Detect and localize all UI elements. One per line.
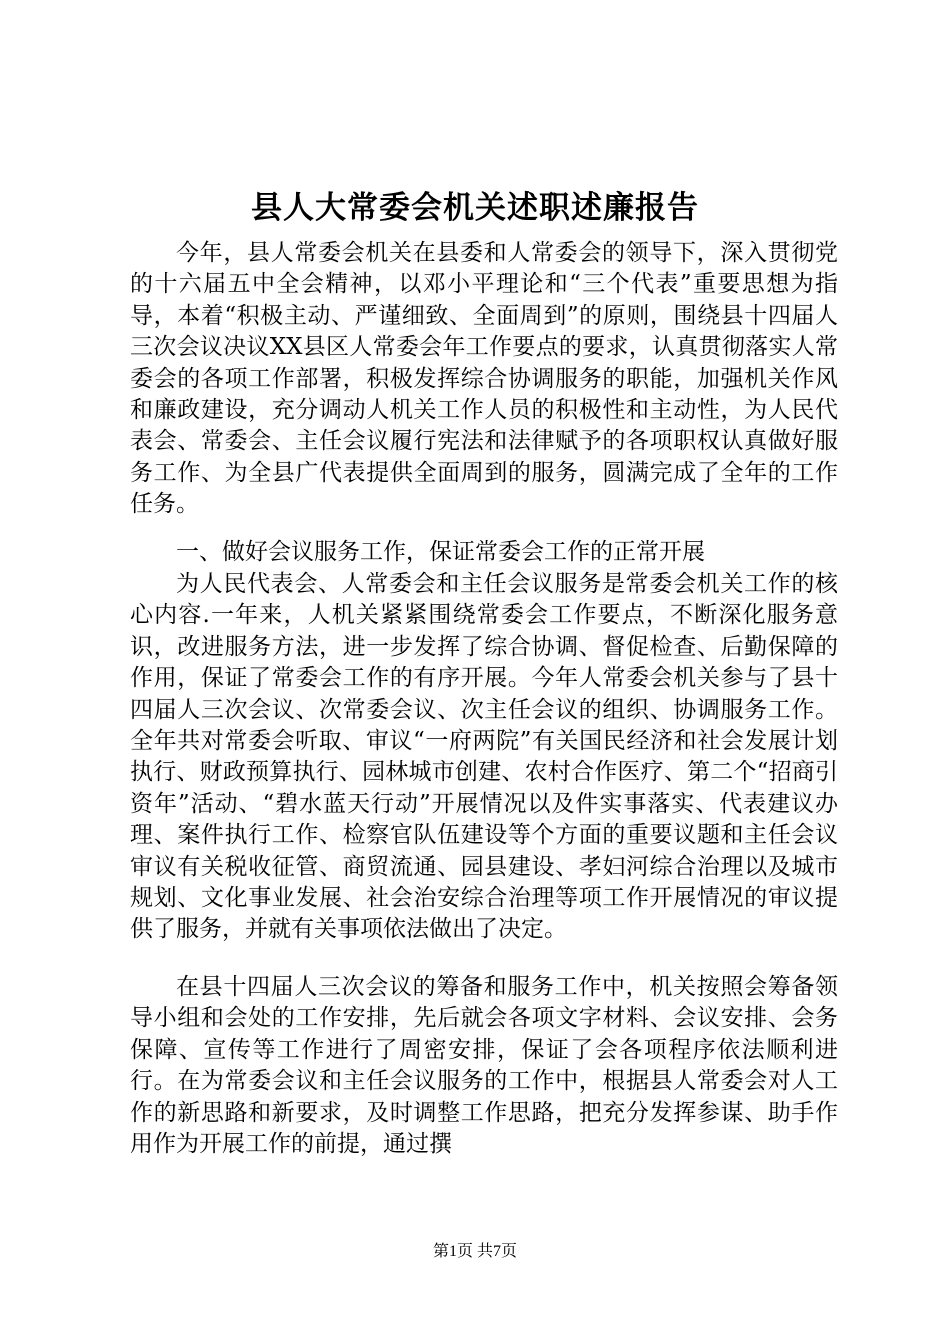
paragraph-meeting-service: 为人民代表会、人常委会和主任会议服务是常委会机关工作的核心内容.一年来，人机关紧紧围绕常委会工作要点，不断深化服务意识，改进服务方法，进一步发挥了综合协调、督促检查、后勤保障的作用，保证了常委会工作的有序开展。今年人常委会机关参与了县十四届人三次会议、次常委会议、次主任会议的组织、协调服务工作。全年共对常委会听取、审议“一府两院”有关国民经济和社会发展计划执行、财政预算执行、园林城市创建、农村合作医疗、第二个“招商引资年”活动、“碧水蓝天行动”开展情况以及件实事落实、代表建议办理、案件执行工作、检察官队伍建设等个方面的重要议题和主任会议审议有关税收征管、商贸流通、园县建设、孝妇河综合治理以及城市规划、文化事业发展、社会治安综合治理等项工作开展情况的审议提供了服务，并就有关事项依法做出了决定。 [130,571,838,943]
paragraph-preparation: 在县十四届人三次会议的筹备和服务工作中，机关按照会筹备领导小组和会处的工作安排，先后就会各项文字材料、会议安排、会务保障、宣传等工作进行了周密安排，保证了会各项程序依法顺利进行。在为常委会议和主任会议服务的工作中，根据县人常委会对人工作的新思路和新要求，及时调整工作思路，把充分发挥参谋、助手作用作为开展工作的前提，通过撰 [130,974,838,1158]
document-title: 县人大常委会机关述职述廉报告 [251,190,699,226]
section-heading-1: 一、做好会议服务工作，保证常委会工作的正常开展 [176,539,705,565]
paragraph-intro: 今年，县人常委会机关在县委和人常委会的领导下，深入贯彻党的十六届五中全会精神，以邓小平理论和“三个代表”重要思想为指导，本着“积极主动、严谨细致、全面周到”的原则，围绕县十四届人三次会议决议XX县区人常委会年工作要点的要求，认真贯彻落实人常委会的各项工作部署，积极发挥综合协调服务的职能，加强机关作风和廉政建设，充分调动人机关工作人员的积极性和主动性，为人民代表会、常委会、主任会议履行宪法和法律赋予的各项职权认真做好服务工作、为全县广代表提供全面周到的服务，圆满完成了全年的工作任务。 [130,240,838,518]
page-footer: 第1页 共7页 [432,1243,517,1260]
